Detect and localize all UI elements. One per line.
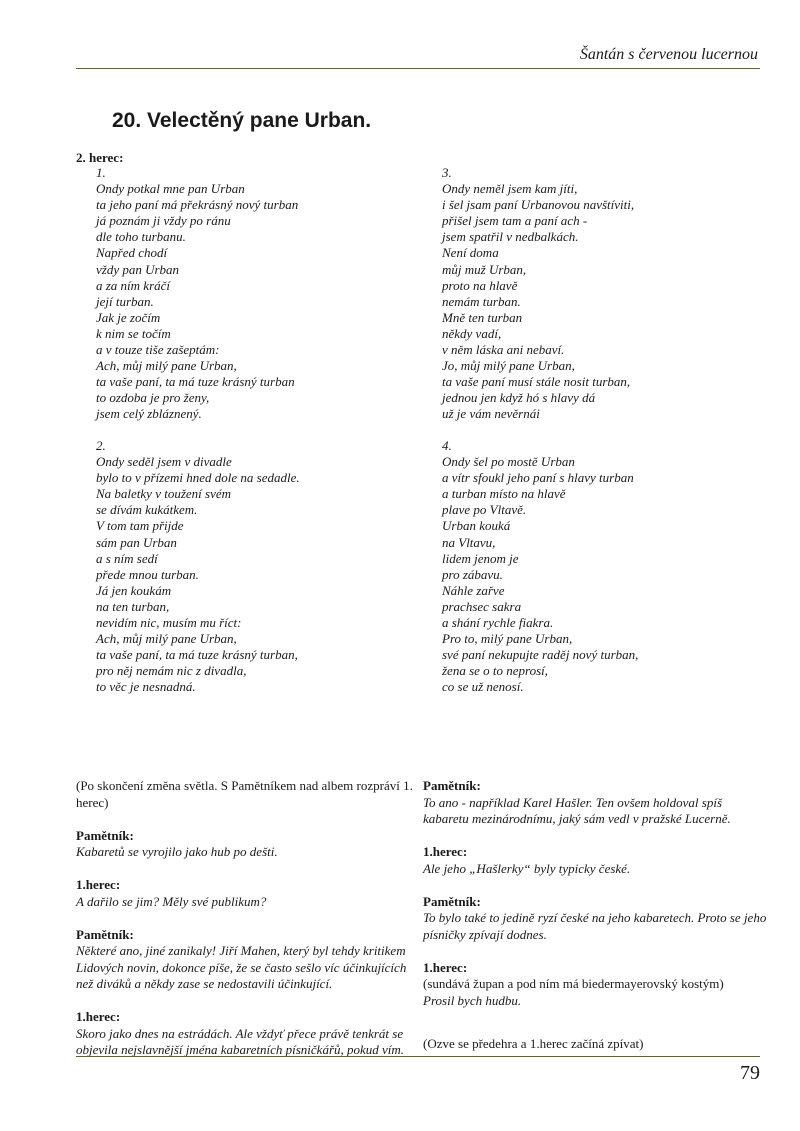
dialogue-turn	[76, 927, 416, 993]
verse-line: Ondy potkal mne pan Urban	[96, 181, 245, 197]
verse-line: Jo, můj milý pane Urban,	[442, 358, 575, 374]
stage-direction-text: (Po skončení změna světla. S Pamětníkem nad albem rozpráví 1. herec)	[76, 778, 413, 810]
verse-line: Napřed chodí	[96, 245, 168, 261]
verse-line: Ach, můj milý pane Urban,	[96, 631, 237, 647]
page-number: 79	[740, 1062, 760, 1084]
verse-line: jsem spatřil v nedbalkách.	[442, 229, 579, 245]
footer-rule	[76, 1056, 760, 1057]
verse-line: pro zábavu.	[442, 566, 503, 582]
verse-line: Urban kouká	[442, 518, 511, 534]
speaker-name: 1.herec:	[76, 1009, 121, 1024]
verse-line: na Vltavu,	[442, 534, 496, 550]
verse-line: dle toho turbanu.	[96, 229, 186, 245]
dialogue-turn	[423, 844, 768, 877]
verse-line: bylo to v přízemi hned dole na sedadle.	[96, 470, 300, 486]
speech-text: Ale jeho „Hašlerky“ byly typicky české.	[423, 860, 631, 876]
dialogue-right-column	[423, 778, 768, 1026]
verse-line: nevidím nic, musím mu říct:	[96, 615, 242, 631]
speaker-name: 1.herec:	[423, 844, 468, 859]
verse-line: přede mnou turban.	[96, 566, 199, 582]
verse-line: lidem jenom je	[442, 550, 519, 566]
stage-direction	[76, 778, 416, 811]
verse-line: můj muž Urban,	[442, 261, 527, 277]
verse-line: a v touze tiše zašeptám:	[96, 342, 220, 358]
verse-line: v něm láska ani nebaví.	[442, 342, 565, 358]
verse-line: ta jeho paní má překrásný nový turban	[96, 197, 299, 213]
verse-number: 4.	[442, 438, 452, 453]
dialogue-turn	[76, 1009, 416, 1059]
song-speaker: 2. herec:	[76, 150, 124, 165]
speech-text: A dařilo se jim? Měly své publikum?	[76, 893, 267, 909]
running-title: Šantán s červenou lucernou	[579, 46, 758, 63]
verse-line: já poznám ji vždy po ránu	[96, 213, 231, 229]
verse-line: Na baletky v toužení svém	[96, 486, 232, 502]
verse-line: jednou jen když hó s hlavy dá	[442, 390, 596, 406]
speaker-name: 1.herec:	[423, 959, 468, 975]
verse-line: už je vám nevěrnái	[442, 406, 540, 422]
speaker-name: Pamětník:	[76, 827, 134, 843]
verse-line: proto na hlavě	[442, 277, 518, 293]
verse-4	[442, 438, 638, 696]
verse-line: žena se o to neprosí,	[442, 663, 549, 679]
verse-line: Ondy seděl jsem v divadle	[96, 454, 232, 470]
verse-line: co se už nenosí.	[442, 679, 524, 695]
verse-line: Ach, můj milý pane Urban,	[96, 358, 237, 374]
verse-line: někdy vadí,	[442, 325, 502, 341]
verse-line: a vítr sfoukl jeho paní s hlavy turban	[442, 470, 634, 486]
closing-stage-direction: (Ozve se předehra a 1.herec začíná zpívat)	[423, 1036, 644, 1051]
speech-text: Skoro jako dnes na estrádách. Ale vždyť přece právě tenkrát se objevila nejslavnější jména kabaretních písničkářů, pokud vím.	[76, 1025, 405, 1057]
stage-direction-text: (sundává župan a pod ním má biedermayerovský kostým)	[423, 976, 724, 991]
speech-text: Některé ano, jiné zanikaly! Jiří Mahen, který byl tehdy kritikem Lidových novin, dokonce píše, že se často sešlo víc účinkujících než diváků a někdy zase se nedostavili účinkující.	[76, 943, 407, 991]
verse-line: i šel jsam paní Urbanovou navštíviti,	[442, 197, 635, 213]
verse-line: k nim se točím	[96, 325, 171, 341]
verse-line: přišel jsem tam a paní ach -	[442, 213, 588, 229]
speaker-name: Pamětník:	[423, 778, 481, 793]
verse-line: Náhle zařve	[442, 582, 505, 598]
verse-line: Ondy neměl jsem kam jíti,	[442, 181, 578, 197]
speaker-name: 1.herec:	[76, 877, 121, 892]
verse-2	[96, 438, 300, 696]
verse-line: Ondy šel po mostě Urban	[442, 454, 575, 470]
verse-line: a turban místo na hlavě	[442, 486, 566, 502]
verse-1	[96, 165, 298, 423]
verse-line: vždy pan Urban	[96, 261, 180, 277]
verse-line: Není doma	[442, 245, 499, 261]
verse-line: se dívám kukátkem.	[96, 502, 198, 518]
verse-line: ta vaše paní, ta má tuze krásný turban,	[96, 647, 298, 663]
speech-text: To bylo také to jedině ryzí české na jeho kabaretech. Proto se jeho písničky zpívají dodnes.	[423, 910, 767, 942]
speaker-name: Pamětník:	[423, 893, 481, 909]
verse-number: 2.	[96, 438, 106, 453]
header-rule	[76, 68, 760, 69]
dialogue-turn	[76, 877, 416, 910]
verse-line: ta vaše paní musí stále nosit turban,	[442, 374, 631, 390]
dialogue-turn	[423, 960, 768, 1010]
verse-3	[442, 165, 634, 423]
verse-line: prachsec sakra	[442, 598, 522, 614]
speech-text: To ano - například Karel Hašler. Ten ovšem holdoval spíš kabaretu mezinárodnímu, jaký sám vedl v pražské Lucerně.	[423, 794, 731, 826]
verse-line: nemám turban.	[442, 293, 521, 309]
verse-line: sám pan Urban	[96, 534, 177, 550]
verse-line: její turban.	[96, 293, 154, 309]
verse-line: Já jen koukám	[96, 582, 172, 598]
verse-number: 3.	[442, 165, 452, 180]
dialogue-left-column	[76, 778, 416, 1075]
verse-line: a za ním kráčí	[96, 277, 171, 293]
verse-line: Jak je zočím	[96, 309, 161, 325]
speech-text: Kabaretů se vyrojilo jako hub po dešti.	[76, 844, 278, 859]
verse-line: plave po Vltavě.	[442, 502, 527, 518]
verse-line: a s ním sedí	[96, 550, 158, 566]
verse-line: pro něj nemám nic z divadla,	[96, 663, 247, 679]
dialogue-turn	[76, 828, 416, 861]
verse-line: V tom tam přijde	[96, 518, 184, 534]
speaker-name: Pamětník:	[76, 926, 134, 942]
song-title: 20. Velectěný pane Urban.	[112, 109, 372, 132]
dialogue-turn	[423, 778, 768, 828]
verse-line: to ozdoba je pro ženy,	[96, 390, 210, 406]
verse-line: na ten turban,	[96, 598, 170, 614]
verse-line: své paní nekupujte raděj nový turban,	[442, 647, 639, 663]
verse-line: a shání rychle fiakra.	[442, 615, 554, 631]
verse-number: 1.	[96, 165, 106, 180]
dialogue-turn	[423, 894, 768, 944]
verse-line: jsem celý zbláznený.	[96, 406, 202, 422]
verse-line: ta vaše paní, ta má tuze krásný turban	[96, 374, 295, 390]
verse-line: Mně ten turban	[442, 309, 523, 325]
verse-line: Pro to, milý pane Urban,	[442, 631, 573, 647]
verse-line: to věc je nesnadná.	[96, 679, 196, 695]
speech-text: Prosil bych hudbu.	[423, 992, 522, 1008]
